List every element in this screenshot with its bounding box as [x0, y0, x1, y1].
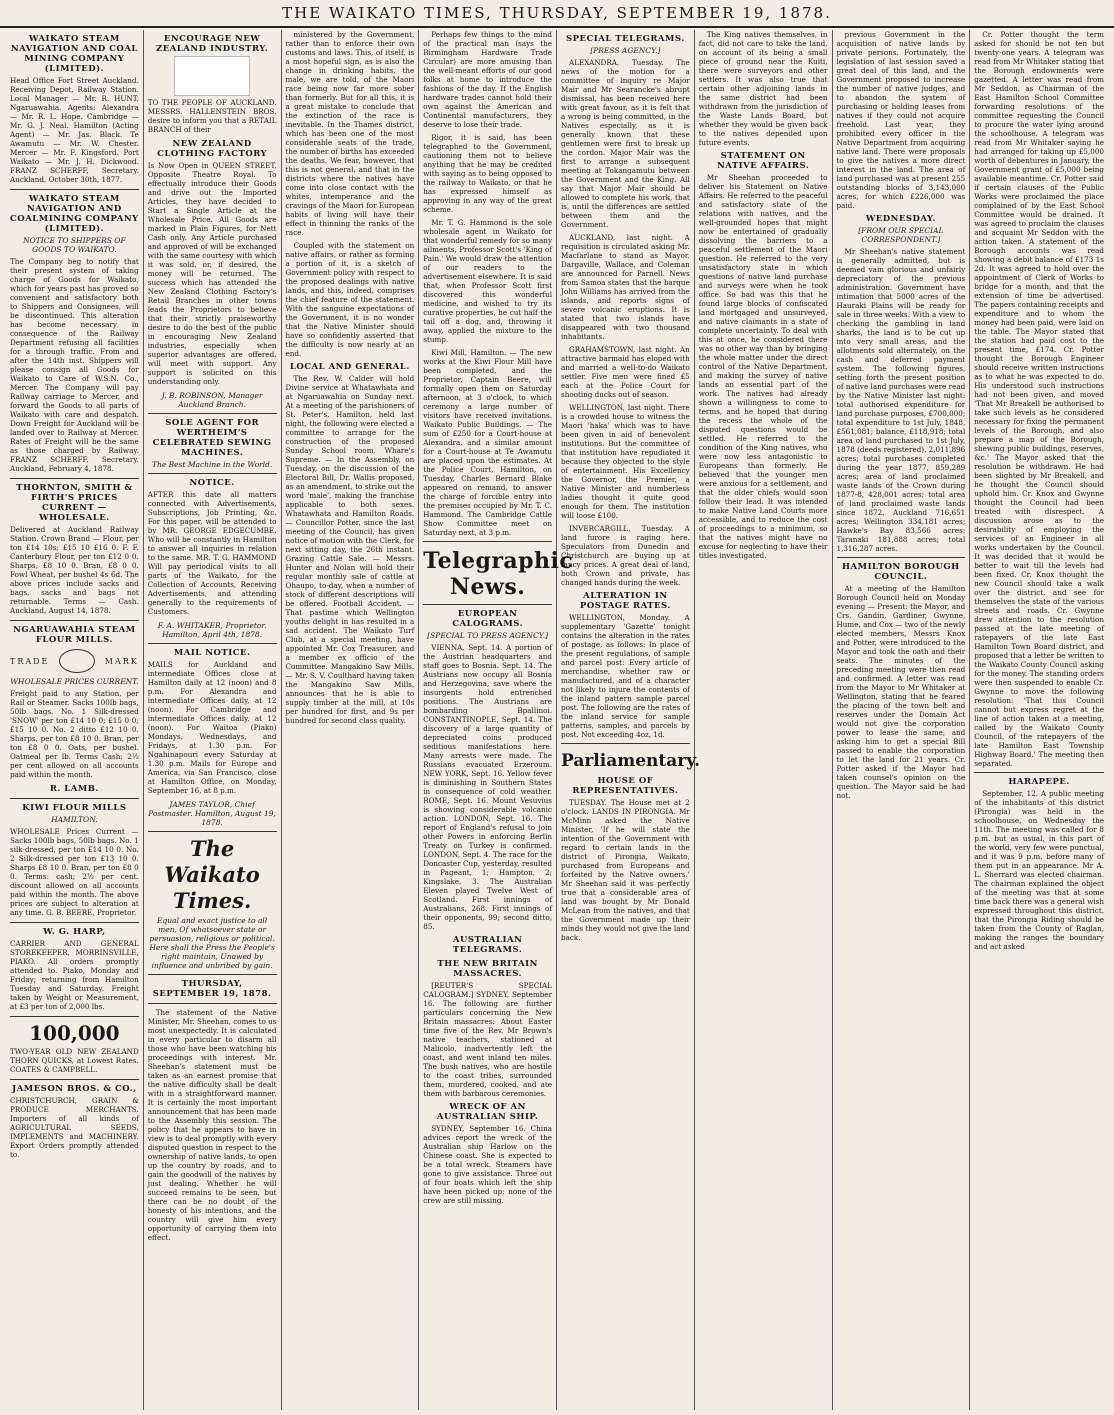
ad-kiwi-body: WHOLESALE Prices Current — Sacks 100lb bags, 50lb bags. No. 1 silk-dressed, per ton £14 10 0. No. 2 Silk-dressed per ton £13 10 0. Sharps £8 10 0. Bran, per ton £8 0 0. Terms: cash; 2½ per cent. discount allowed on all accounts paid within the month. The above prices are subject to alteration at any time. G. B. BEERE, Proprietor.	[10, 827, 139, 917]
local-general-body: The Rev. W. Calder will hold Divine service at Whatawhata and at Ngaruawahia on Sunday next. At a meeting of the parishioners of St. Peter's, Hamilton, held last night, the following were elected a committee to arrange for the construction of the proposed Sunday School room. Whare's Supreme. — In the Assembly, on Tuesday, on the discussion of the Electoral Bill, Dr. Wallis proposed, as an amendment, to strike out the word 'male', making the franchise applicable to both sexes. Whatawhata and Hamilton Roads. — Councillor Potter, since the last meeting of the Council, has given notice of motion with the Clerk, for next sitting day, the 26th instant. Grazing Cattle Sale. — Messrs. Hunter and Nolan will hold their regular monthly sale of cattle at Ohaupo, to-day, when a number of stock of different descriptions will be offered. Football Accident. — That pastime which Wellington youths delight in has resulted in a sad accident. The Waikato Turf Club, at a special meeting, have appointed Mr. Cox Treasurer, and a member ex officio of the Committee. Mangakino Saw Mills. — Mr. S. V. Coulthard having taken the Mangakino Saw Mills, announces that he is able to supply timber at the mill, at 10s per hundred for first, and 9s per hundred for second class quality.	[285, 374, 415, 725]
ad-kiwi-subheading: HAMILTON.	[51, 815, 98, 824]
ad-shippers-subheading: NOTICE TO SHIPPERS OF GOODS TO WAIKATO.	[23, 236, 126, 254]
trade-mark-right: MARK	[104, 656, 139, 666]
telegram-alexandra: ALEXANDRA, Tuesday. The news of the motion for a committee of inquiry re Major Mair and Mr Searancke's abrupt dismissal, has been received here with great favour, as it is felt that a wrong is being committed, in the Natives especially, as it is generally known that these gentlemen were first to break up the cordon. Major Mair was the first to arrange a subsequent meeting at Tokangamutu between the Government and the King. All say that Major Mair should be allowed to complete his work, that is, until the differences are settled between them and the Government.	[561, 58, 690, 229]
ad-thornton-body: Delivered at Auckland Railway Station. Crown Brand — Flour, per ton £14 10s; £15 10 £16 0. F. F. Canterbury Flour, per ton £12 0 0. Sharps, £8 10 0. Bran, £8 0 0. Fowl Wheat, per bushel 4s 6d. The above prices include sacks and bags, sacks and bags not returnable. Terms — Cash. Auckland, August 14, 1878.	[10, 525, 139, 615]
ad-hallenstein-heading: ENCOURAGE NEW ZEALAND INDUSTRY.	[156, 34, 269, 54]
editorial-leader: The statement of the Native Minister, Mr. Sheehan, comes to us most unexpectedly. It is calculated in every particular to disarm all those who have been watching his proceedings with interest. Mr. Sheehan's statement must be taken as an earnest promise that the native difficulty shall be dealt with in a straightforward manner. It is certainly the most important announcement that has been made to the Assembly this session. The policy that he appears to have in view is to deal promptly with every disputed question in respect to the ownership of native lands, to open up the country by roads, and to gain the goodwill of the natives by just dealing. Whether he will succeed remains to be seen, but there can be no doubt of the honesty of his intentions, and the country will give him every opportunity of carrying them into effect.	[147, 1008, 277, 1242]
divider	[561, 743, 690, 744]
ad-harp-body: CARRIER AND GENERAL STOREKEEPER, MORRINSVILLE, PIAKO. All orders promptly attended to. Piako, Monday and Friday; returning from Hamilton Tuesday and Saturday. Freight taken by Weight or Measurement, at £3 per ton of 2,000 lbs.	[10, 939, 139, 1011]
divider	[423, 604, 552, 605]
column-6	[695, 30, 833, 1410]
notice-signature: F. A. WHITAKER, Proprietor. Hamilton, April 4th, 1878.	[157, 621, 267, 639]
column-1	[6, 30, 144, 1410]
borough-council-continued: Cr. Potter thought the term asked for should be not ten but twenty-one years. A telegram was read from Mr Whitaker stating that the Borough endowments were gazetted. A letter was read from Mr Seddon, as Chairman of the East Hamilton School Committee forwarding resolutions of the committee requesting the Council to procure the water lying around the schoolhouse. A telegram was read from Mr Whitaker saying he had arranged for taking up £5,000 worth of debentures in January, the Government grant of £5,000 being available meantime. Cr. Potter said if certain clauses of the Public Works were proclaimed the place complained of by the East School Committee would be drained. It was agreed to proclaim the clauses and acquaint Mr Seddon with the action taken. A statement of the Borough accounts was read showing a debit balance of £173 1s 2d. It was agreed to hold over the appointment of Clerk of Works to bridge for a month, and that the extension of time be advertised. The papers containing receipts and expenditure and to whom the money had been paid, were laid on the table. The Mayor stated that the station had paid cost to the present time, £174. Cr. Potter thought the Borough Engineer should receive written instructions as to what he was expected to do. His understood such instructions had not been given, and moved 'That Mr Breakell be authorised to take such levels as he considered necessary for fixing the permanent levels of the Borough, and also prepare a map of the Borough, shewing public buildings, reserves, &c.' The Mayor asked that the resolution be withdrawn. He had been slighted by Mr Breakell, and he thought the Council should uphold him. Cr. Knox and Gwynne thought the Council had been treated with disrespect. A discussion arose as to the desirability of employing the services of an Engineer in all works undertaken by the Council. It was decided that it would be better to wait till the levels had been fixed. Cr. Knox thought the new Council should take a walk over the district, and see for themselves the state of the various streets and roads. Cr. Gwynne drew attention to the resolution passed at the late meeting of ratepayers of the late East Hamilton Town Board district, and proposed that a letter be written to the Waikato County Council asking for the money. The standing orders were then suspended to enable Cr. Gwynne to move the following resolution: 'That this Council cannot but express regret at the line of action taken at a meeting, called by the Waikato County Council, of the ratepayers of the late Hamilton East Township Highway Board.' The meeting then separated.	[974, 30, 1104, 768]
wednesday-body: Mr Sheehan's native statement is generally admitted, but is deemed vain glorious and unfairly depreciatory of the previous administration. Government have intimation that 5000 acres of the Hauraki Plains will be ready for sale in three weeks. With a view to checking the gambling in land sharks, the land is to be cut up into very small areas, and the allotments sold alternately, on the cash and deferred payment system. The following figures, setting forth the present position of native land purchases were read by the Native Minister last night: total authorised expenditure for land purchase purposes, £700,000; total expenditure to 1st July, 1848, £561,081; balance, £118,918; total area of land purchased to 1st July, 1878 (deeds registered), 2,011,896 acres; total purchases completed during the year 1877, 859,289 acres; area of land proclaimed waste lands of the Crown during 1877-8, 428,001 acres; total area of land proclaimed waste lands since 1872, Auckland 716,651 acres; Wellington 334,181 acres; Hawke's Bay 83,566 acres; Taranaki 181,888 acres; total 1,316,287 acres.	[836, 247, 966, 553]
column-2	[144, 30, 282, 1410]
australian-telegrams-heading: AUSTRALIAN TELEGRAMS.	[452, 935, 523, 955]
divider	[148, 1003, 277, 1004]
trade-mark-left: TRADE	[10, 656, 50, 666]
article-rigor: Rigor, it is said, has been telegraphed to the Government, cautioning them not to believe anything that he may be credited with saying as to being opposed to the railway to Waikato, or that he has expressed himself as approving in any way of the great scheme.	[423, 133, 552, 214]
european-calograms-heading: EUROPEAN CALOGRAMS.	[452, 609, 524, 629]
trade-mark-emblem-icon	[59, 649, 95, 673]
european-calograms-sub: [SPECIAL TO PRESS AGENCY.]	[427, 631, 549, 640]
native-affairs-continued: previous Government in the acquisition of native lands by private persons. Fortunately, the legislation of last session saved a great deal of this land, and the Government proposed to increase the number of native judges, and to abandon the system of purchasing or holding leases from natives if they could not acquire freehold. Last year, they prohibited every officer in the Native Department from acquiring native land. There were proposals to give the natives a more direct interest in the land. The area of land purchased was at present 255 outstanding blocks of 3,143,000 acres, for which £226,000 was paid.	[836, 30, 966, 210]
newspaper-motto: Equal and exact justice to all men, Of whatsoever state or persuasion, religious or political. Here shall the Press the People's right maintain, Unawed by influence and unbribed by gain.	[149, 916, 275, 970]
ad-clothing-body: Is Now Open in QUEEN STREET, Opposite Theatre Royal. To effectually introduce their Goods and drive out the Imported Articles, they have decided to Start a Single Article at the Wholesale Price. All Goods are marked in Plain Figures, for Nett Cash only. Any Article purchased and approved of will be exchanged with the same courtesy with which it was sold, or, if desired, the money will be returned. The success which has attended the New Zealand Clothing Factory's Retail Branches in other towns leads the Proprietors to believe that their strictly praiseworthy desire to do the best of the public in encouraging New Zealand industries, especially when superior advantages are offered, will meet with support. Any support is solicited on this understanding only.	[147, 161, 277, 386]
mail-notice-heading: MAIL NOTICE.	[173, 648, 251, 658]
ad-ngaruawahia-signature: R. LAMB.	[49, 784, 99, 794]
ad-shippers-heading: WAIKATO STEAM NAVIGATION AND COALMINING COMPANY (LIMITED).	[10, 194, 139, 234]
parliamentary-continued: The King natives themselves, in fact, did not care to take the land, on account of its being a small piece of ground near the Kuiti, there were surveyors and other settlers. It was also true that certain other adjoining lands in the same district had been withdrawn from the jurisdiction of the Waste Lands Board, but whether they would be given back to the natives depended upon future events.	[698, 30, 828, 147]
column-7	[833, 30, 971, 1410]
mail-notice-signature: JAMES TAYLOR, Chief Postmaster. Hamilton, August 19, 1878.	[148, 800, 276, 827]
column-5	[557, 30, 701, 1410]
mail-notice-body: MAILS for Auckland and intermediate Offices close at Hamilton daily at 12 (noon) and 8 p.m. For Alexandra and intermediate Offices daily, at 12 (noon). For Cambridge and intermediate Offices daily, at 12 (noon). For Waitoa (Piako) Mondays, Wednesdays, and Fridays, at 1.30 p.m. For Ngahinapouri every Saturday at 1.30 p.m. Mails for Europe and America, via San Francisco, close at Hamilton Office, on Monday, September 16, at 8 p.m.	[147, 660, 277, 795]
harapepe-body: September, 12. A public meeting of the inhabitants of this district (Pirongia) was held in the schoolhouse, on Wednesday the 11th. The meeting was called for 8 p.m. but as usual, in this part of the world, very few were punctual, and it was 9 p.m. before many of them put in an appearance. Mr A. L. Sherrard was elected chairman. The chairman explained the object of the meeting was that at some time back there was a general wish expressed throughout this district, that the Pirongia Riding should be taken from the County of Raglan, making the ranges the boundary and act asked	[974, 789, 1104, 951]
ad-quicks-body: TWO-YEAR OLD NEW ZEALAND THORN QUICKS, at Lowest Rates. COATES & CAMPBELL.	[10, 1047, 139, 1074]
divider	[837, 557, 966, 558]
editorial-paragraph: Coupled with the statement on native affairs, or rather as forming a portion of it, is a sketch of Government policy with respect to the proposed dealings with native lands, and this, indeed, comprises the chief feature of the statement. With the sanguine expectations of the Government, it is no wonder that the Native Minister should have so confidently asserted that the difficulty is now nearly at an end.	[285, 241, 415, 358]
page-damage-patch	[174, 56, 250, 96]
house-heading: HOUSE OF REPRESENTATIVES.	[572, 776, 679, 796]
divider	[974, 772, 1104, 773]
telegraphic-news-banner: Telegraphic News.	[423, 548, 574, 600]
newspaper-title: The Waikato Times.	[164, 836, 260, 913]
column-4	[419, 30, 574, 1410]
ad-jameson-body: CHRISTCHURCH, GRAIN & PRODUCE MERCHANTS. Importers of all kinds of AGRICULTURAL SEEDS, IMPLEMENTS and MACHINERY. Export Orders promptly attended to.	[10, 1096, 139, 1159]
divider	[423, 541, 552, 542]
divider	[148, 643, 277, 644]
ad-waikato-steam-heading: WAIKATO STEAM NAVIGATION AND COAL MINING COMPANY (LIMITED).	[10, 34, 138, 74]
divider	[10, 1079, 139, 1080]
divider	[10, 798, 139, 799]
ad-quicks-number: 100,000	[29, 1021, 120, 1045]
divider	[10, 478, 139, 479]
page-columns	[6, 30, 1108, 1410]
telegram-invercargill: INVERCARGILL, Tuesday. A land furore is raging here. Speculators from Dunedin and Christchurch are buying up at fancy prices. A great deal of land, both Crown and private, has changed hands during the week.	[561, 524, 690, 587]
telegram-wellington: WELLINGTON, last night. There is a crowded house to witness the Maori 'haka' which was to have been given in aid of benevolent institutions. But the committee of that institution have repudiated it because they objected to the style of entertainment. His Excellency the Governor, the Premier, a Native Minister and numberless ladies thought it quite good enough for them. The institution will loose £100.	[561, 403, 690, 520]
new-britain-heading: THE NEW BRITAIN MASSACRES.	[437, 959, 538, 979]
article-hardware: Perhaps few things to the mind of the practical man (says the Birmingham Hardware Trade Circular) are more amusing than the well-meant efforts of our good folks at home to introduce the fashions of the day. If the English hardware trades cannot hold their own against the American and Continental manufacturers, they deserve to lose their trade.	[423, 30, 552, 129]
borough-council-body: At a meeting of the Hamilton Borough Council held on Monday evening — Present: the Mayor, and Crs. Gandin, Gardiner, Gwynne, Hume, and Cox — two of the newly elected members, Messrs Knox and Potter, were introduced to the Mayor and took the oath and their seats. The minutes of the preceding meeting were then read and confirmed. A letter was read from the Mayor to Mr Whitaker at Wellington, stating that he feared the placing of the town belt and reserves under the Domain Act would not give the corporation power to lease the same, and asking him to get a special Bill passed to enable the corporation to let the land for 21 years. Cr. Potter asked if the Mayor had taken counsel's opinion on the question. The Mayor said he had not.	[836, 584, 966, 800]
ad-hallenstein-body: TO THE PEOPLE OF AUCKLAND. MESSRS. HALLENSTEIN BROS. desire to inform you that a RETAIL BRANCH of their	[147, 98, 277, 134]
divider	[148, 413, 277, 414]
european-calograms-body: VIENNA, Sept. 14. A portion of the Austrian headquarters and staff goes to Bosnia. Sept. 14. The Austrians now occupy all Bosnia and Herzegovina, save where the insurgents hold entrenched positions. The Austrians are bombarding Bpallinoi. CONSTANTINOPLE, Sept. 14. The discovery of a large quantity of depreciated coins produced seditious manifestations here. Many arrests were made. The Russians evacuated Erzeroum. NEW YORK, Sept. 16. Yellow fever is diminishing in Southern States in consequence of cold weather. ROME, Sept. 16. Mount Vesuvius is showing considerable volcanic action. LONDON, Sept. 16. The report of England's refusal to join other Powers in enforcing Berlin Treaty on Turkey is confirmed. LONDON, Sept. 4. The race for the Doncaster Cup, yesterday, resulted in Pageant, 1; Hampton, 2; Kingslake, 3. The Australian Eleven played Twelve West of Scotland. First innings of Australians, 268. First innings of their opponents, 99; second ditto, 85.	[423, 643, 552, 931]
wreck-heading: WRECK OF AN AUSTRALIAN SHIP.	[436, 1102, 539, 1122]
ad-harp-heading: W. G. HARP,	[43, 927, 106, 937]
borough-council-heading: HAMILTON BOROUGH COUNCIL.	[842, 562, 960, 582]
ad-ngaruawahia-heading: NGARUAWAHIA STEAM FLOUR MILLS.	[13, 625, 136, 645]
ad-ngaruawahia-subheading: WHOLESALE PRICES CURRENT.	[10, 677, 139, 686]
ad-kiwi-heading: KIWI FLOUR MILLS	[22, 803, 127, 813]
masthead: THE WAIKATO TIMES, THURSDAY, SEPTEMBER 19, 1878.	[0, 0, 1114, 28]
ad-wertheim-heading: SOLE AGENT FOR WERTHEIM'S CELEBRATED SEWING MACHINES.	[152, 418, 272, 458]
parliamentary-banner: Parliamentary.	[561, 751, 701, 771]
notice-heading: NOTICE.	[189, 478, 235, 488]
notice-body: AFTER this date all matters connected with Advertisements, Subscriptions, Job Printing, &c. For this paper, will be attended to by MR. GEORGE EDGECUMBE, Who will be constantly in Hamilton to answer all inquiries in relation to the same. MR. T. G. HAMMOND Will pay periodical visits to all parts of the Waikato, for the Collection of Accounts, Receiving Advertisements, and attending generally to the requirements of Customers.	[147, 490, 277, 616]
australian-telegrams-body: [REUTER'S SPECIAL CALOGRAM.] SYDNEY, September 16. The following are further particulars concerning the New Britain massacres: About Easter time five of the Rev. Mr Brown's native teachers, stationed at Malicolo, inadvertently left the coast, and went inland ten miles. The bush natives, who are hostile to the coast tribes, surrounded them, murdered, cooked, and ate them with barbarous ceremonies.	[423, 981, 552, 1098]
ad-thornton-heading: THORNTON, SMITH & FIRTH'S PRICES CURRENT — WHOLESALE.	[16, 483, 133, 523]
local-general-heading: LOCAL AND GENERAL.	[289, 362, 410, 372]
ad-clothing-heading: NEW ZEALAND CLOTHING FACTORY	[157, 139, 268, 159]
article-kiwi-mill: Kiwi Mill, Hamilton. — The new works at the Kiwi Flour Mill have been completed, and the Proprietor, Captain Beere, will formally open them on Saturday afternoon, at 3 o'clock, to which ceremony a large number of visitors have received invitations. Waikato Public Buildings. — The sum of £250 for a Court-house at Alexandra, and a similar amount for a Court-house at Te Awamutu are placed upon the estimates. At the Police Court, Hamilton, on Tuesday, Charles Bernard Blake appeared on remand, to answer the charge of forcible entry into the premises occupied by Mr. T. C. Hammond. The Cambridge Cattle Show Committee meet on Saturday next, at 3 p.m.	[423, 348, 552, 537]
native-affairs-heading: STATEMENT ON NATIVE AFFAIRS.	[716, 151, 810, 171]
harapepe-heading: HARAPEPE.	[1008, 777, 1070, 787]
ad-waikato-steam-body: Head Office Fort Street Auckland. Receiving Depot, Railway Station. Local Manager — Mr. R. HUNT, Ngaruawahia. Agents: Alexandra — Mr. R. L. Hope. Cambridge — Mr. G. J. Neal. Hamilton (Acting Agent) — Mr. Jas. Black. Te Awamutu — Mr. W. Chester. Mercer — Mr. F. Kingsford. Port Waikato — Mr. J. H. Dickwood. FRANZ SCHERFF, Secretary. Auckland, October 30th, 1877.	[10, 76, 139, 184]
ad-wertheim-body: The Best Machine in the World.	[152, 460, 273, 469]
divider	[10, 1016, 139, 1017]
editorial-continued: ministered by the Government, rather than to enforce their own customs and laws. This, of itself, is a most hopeful sign, as is also the change in drinking habits, the male, we are told, of the Maori race being now far more sober than formerly. But for all this, it is a great mistake to conclude that the extinction of the race is inevitable. In the Thames district, which has been one of the most considerable seats of the trade, the number of births has exceeded the deaths. We fear, however, that this is not general, and that in the districts where the natives have come into close contact with the whites, intemperance and the cravings of the Maori for European habits of living will have their effect in thinning the ranks of the race.	[285, 30, 415, 237]
divider	[148, 974, 277, 975]
ad-jameson-heading: JAMESON BROS. & CO.,	[12, 1084, 137, 1094]
parliamentary-body: TUESDAY. The House met at 2 o'clock. LANDS IN PIRONGIA. Mr McMinn asked the Native Minister, 'If he will state the intention of the Government with regard to certain lands in the district of Pirongia, Waikato, purchased from Europeans and forfeited by the Native owners.' Mr Sheehan said it was perfectly true that a considerable area of land was bought by Mr Donald McLean from the natives, and that the Government made up their minds they would not give the land back.	[561, 798, 690, 942]
telegram-grahamstown: GRAHAMSTOWN, last night. An attractive barmaid has eloped with and married a well-to-do Waikato settler. Five men were fined £5 each at the Police Court for shooting ducks out of season.	[561, 345, 690, 399]
wednesday-sub: [FROM OUR SPECIAL CORRESPONDENT.]	[858, 226, 944, 244]
wreck-body: SYDNEY, September 16. China advices report the wreck of the Australian ship Harlow on the Chinese coast. She is expected to be a total wreck. Steamers have gone to give assistance. Three out of four boats which left the ship have been picked up; none of the crew are still missing.	[423, 1124, 552, 1205]
telegram-auckland: AUCKLAND, last night. A requisition is circulated asking Mr. Macfarlane to stand as Mayor. Dargaville, Wallace, and Coleman are announced for Parnell. News from Samoa states that the barque John Williams has arrived from the islands, and reports signs of severe volcanic eruptions. It is stated that two islands have disappeared with two thousand inhabitants.	[561, 233, 690, 341]
postage-heading: ALTERATION IN POSTAGE RATES.	[579, 591, 671, 611]
postage-body: WELLINGTON, Monday. A supplementary 'Gazette' tonight contains the alteration in the rates of postage, as follows: In place of the present regulations, of sample and parcel post: Every article of merchandise, whether raw or manufactured, and of a character not likely to injure the contents of the inland pattern sample parcel post. The following are the rates of the inland service for sample patterns, samples, and parcels by post. Not exceeding 4oz, 1d.	[561, 613, 690, 739]
divider	[148, 473, 277, 474]
divider	[10, 922, 139, 923]
editorial-dateline: THURSDAY, SEPTEMBER 19, 1878.	[152, 979, 272, 999]
column-3	[282, 30, 420, 1410]
trade-mark	[10, 649, 139, 673]
divider	[10, 620, 139, 621]
ad-clothing-signature: J. B. ROBINSON, Manager Auckland Branch.	[161, 391, 263, 409]
divider	[148, 831, 277, 832]
article-hammond: Mr. T. G. Hammond is the sole wholesale agent in Waikato for that wonderful remedy for so many ailments, Professor Scott's 'King of Pain.' We would draw the attention of our readers to the advertisement elsewhere. It is said that, when Professor Scott first discovered this wonderful medicine, and wished to try its curative properties, he cut half the tail off a dog, and, throwing it away, applied the mixture to the stump.	[423, 218, 553, 344]
divider	[10, 189, 139, 190]
wednesday-heading: WEDNESDAY.	[865, 214, 936, 224]
native-affairs-body: Mr Sheehan proceeded to deliver his Statement on Native Affairs. He referred to the peaceful and satisfactory state of the relations with natives, and the well-grounded hopes that might now be entertained of gradually dissolving the barriers to a peaceful settlement of the Maori question. He referred to the very unsatisfactory state in which questions of native land purchase and surveys were when he took office. So bad was this that he found large blocks of confiscated land mortgaged and unsurveyed, and native claimants in a state of complete uncertainty. To deal with this at once, he considered there was no other way than by bringing the whole matter under the direct control of the Native Department, and making the survey of native lands an essential part of the work. The natives had already shown a willingness to come to terms, and he hoped that during the recess the whole of the disputed questions would be settled. He referred to the condition of the King natives, who were now less antagonistic to Europeans than formerly. He believed that the younger men were anxious for a settlement, and that the older chiefs would soon follow their lead. It was intended to make Native Land Courts more accessible, and to reduce the cost of proceedings to a minimum, so that the natives might have no excuse for neglecting to have their titles investigated.	[698, 173, 828, 560]
special-telegrams-sub: [PRESS AGENCY.]	[590, 46, 661, 55]
ad-ngaruawahia-body: Freight paid to any Station, per Rail or Steamer. Sacks 100lb bags, 50lb bags. No. 1 Silk-dressed 'SNOW' per ton £14 10 0; £15 0 0; £15 10 0. No. 2 ditto £12 10 0. Sharps, per ton £8 10 0. Bran, per ton £8 0 0. Oats, per bushel. Oatmeal per lb. Terms Cash: 2½ per cent allowed on all accounts paid within the month.	[10, 689, 139, 779]
ad-shippers-body: The Company beg to notify that their present system of taking charge of Goods for Waikato, which for years past has proved so convenient and satisfactory both to Shippers and Consignees, will be discontinued. This alteration has become necessary in consequence of the Railway Department refusing all facilities for a through traffic. From and after the 14th inst. Shippers will please consign all Goods for Waikato to Care of W.S.N. Co., Mercer. The Company will pay Railway carriage to Mercer, and forward the Goods to all parts of Waikato with care and despatch. Down Freight for Auckland will be landed over to Railway at Mercer. Rates of Freight will be the same as those charged by Railway. FRANZ SCHERFF, Secretary. Auckland, February 4, 1878.	[10, 257, 139, 473]
column-8	[970, 30, 1108, 1410]
special-telegrams-heading: SPECIAL TELEGRAMS.	[566, 34, 685, 44]
